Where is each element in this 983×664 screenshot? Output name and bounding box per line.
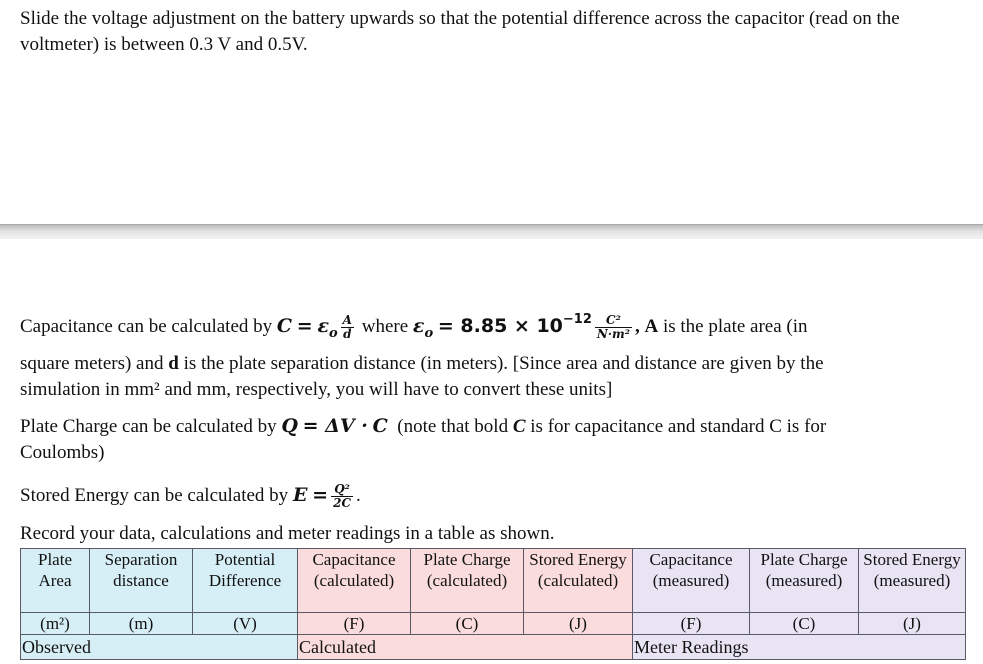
unit-plate-charge-measured: (C) [750,613,859,635]
header-potential-difference: Potential Difference [193,549,298,613]
formula-area-over-distance: $\frac{A}{d}$ [342,313,352,342]
formula-q2-over-2c: $\frac{\text{Q²}}{2C}$ [333,482,351,511]
capacitance-line-2: square meters) and d is the plate separation distance (in meters). [Since area and distance are given by the [20,353,824,374]
epsilon-value: = 8.85 × 10 [437,315,563,337]
formula-equals: = [312,484,329,506]
capacitance-line-3: simulation in mm² and mm, respectively, you will have to convert these units] [20,379,613,400]
charge-lead: Plate Charge can be calculated by [20,416,277,437]
section-divider [0,224,983,239]
unit-capacitance-calculated: (F) [298,613,411,635]
formula-e: E [292,484,308,506]
distance-word: d [168,353,179,374]
area-description: is the plate area (in [662,316,808,337]
record-instruction: Record your data, calculations and meter readings in a table as shown. [20,523,555,544]
header-separation-distance: Separation distance [90,549,193,613]
header-capacitance-measured: Capacitance (measured) [633,549,750,613]
capacitance-lead: Capacitance can be calculated by [20,316,273,337]
unit-plate-area: (m²) [21,613,90,635]
formula-delta-v: = ΔV · [302,415,368,437]
formula-c-symbol: C [276,315,293,337]
instruction-text: Slide the voltage adjustment on the battery upwards so that the potential difference across the capacitor (read on the voltmeter) is between 0.3 V and 0.5V. [20,8,900,55]
comma: , [635,316,640,337]
charge-paragraph: Plate Charge can be calculated by Q = ΔV · C (note that bold C is for capacitance and standard C is for Coulombs) [20,415,827,463]
data-table [20,548,966,660]
unit-stored-energy-calculated: (J) [524,613,633,635]
energy-lead: Stored Energy can be calculated by [20,485,289,506]
header-plate-area: Plate Area [21,549,90,613]
unit-plate-charge-calculated: (C) [411,613,524,635]
formula-equals: = [296,315,313,337]
capacitance-paragraph [20,301,975,403]
formula-c: C [372,415,388,437]
energy-paragraph: Stored Energy can be calculated by E = $\frac{\text{Q²}}{2C}$ . [20,482,361,511]
formula-q: Q [281,415,298,437]
header-capacitance-calculated: Capacitance (calculated) [298,549,411,613]
unit-potential-difference: (V) [193,613,298,635]
header-plate-charge-measured: Plate Charge (measured) [750,549,859,613]
header-plate-charge-calculated: Plate Charge (calculated) [411,549,524,613]
where-word: where [361,316,409,337]
header-stored-energy-calculated: Stored Energy (calculated) [524,549,633,613]
epsilon-exponent: −12 [562,312,592,327]
header-stored-energy-measured: Stored Energy (measured) [859,549,966,613]
group-observed: Observed [21,635,298,660]
charge-note: (note that bold [397,416,509,437]
unit-separation-distance: (m) [90,613,193,635]
table-header-row [21,549,966,613]
epsilon-symbol: $\varepsilon_o$ [412,315,434,341]
epsilon-unit: $\frac{\text{C²}}{\text{N·m²}}$ [596,313,630,342]
formula-epsilon: $\varepsilon_o$ [317,315,338,341]
table-group-row [21,635,966,660]
unit-stored-energy-measured: (J) [859,613,966,635]
group-calculated: Calculated [298,635,633,660]
unit-capacitance-measured: (F) [633,613,750,635]
bold-c: C [512,416,526,437]
area-word: A [644,316,659,337]
group-meter-readings: Meter Readings [633,635,966,660]
table-units-row [21,613,966,635]
charge-line-2: Coulombs) [20,442,105,463]
